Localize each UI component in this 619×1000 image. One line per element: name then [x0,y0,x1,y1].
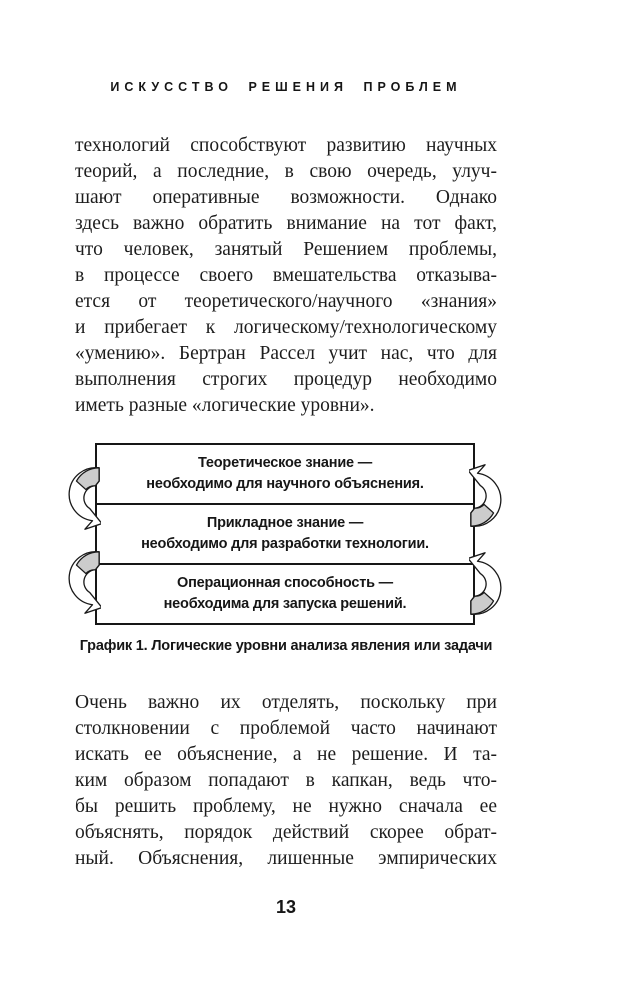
paragraph-line: что человек, занятый Решением проблемы, [75,239,497,260]
cycle-arrow-icon [469,542,503,624]
figure-box [95,443,475,625]
paragraph-line: ким образом попадают в капкан, ведь что- [75,770,497,791]
paragraph-line: шают оперативные возможности. Однако [75,187,497,208]
paragraph-line: технологий способствуют развитию научных [75,135,497,156]
paragraph-line: здесь важно обратить внимание на тот факт, [75,213,497,234]
paragraph-line: иметь разные «логические уровни». [75,395,375,416]
level-subtitle: необходима для запуска решений. [163,596,407,612]
paragraph-line: объяснять, порядок действий скорее обрат- [75,822,497,843]
paragraph-line: выполнения строгих процедур необходимо [75,369,497,390]
level-title: Прикладное знание — [206,515,364,531]
paragraph-line: теорий, а последние, в свою очередь, улуч- [75,161,497,182]
paragraph-line: столкновении с проблемой часто начинают [75,718,497,739]
paragraph-line: искать ее объяснение, а не решение. И та- [75,744,497,765]
cycle-arrow-icon [469,454,503,536]
chapter-header: ИСКУССТВО РЕШЕНИЯ ПРОБЛЕМ [110,80,462,94]
figure-caption: График 1. Логические уровни анализа явления или задачи [79,638,493,654]
level-row-operational [97,565,473,623]
level-title: Операционная способность — [177,575,393,591]
logical-levels-figure [75,443,497,625]
paragraph-line: Очень важно их отделять, поскольку при [75,692,497,713]
paragraph-line: в процессе своего вмешательства отказыва- [75,265,497,286]
level-row-applied [97,505,473,565]
level-row-theoretical [97,445,473,505]
level-title: Теоретическое знание — [197,455,373,471]
body-paragraph-1 [75,133,497,419]
cycle-arrow-icon [67,458,101,540]
paragraph-line: бы решить проблему, не нужно сначала ее [75,796,497,817]
level-subtitle: необходимо для научного объяснения. [146,476,424,492]
body-paragraph-2 [75,690,497,872]
paragraph-line: и прибегает к логическому/технологическому [75,317,497,338]
level-subtitle: необходимо для разработки технологии. [141,536,429,552]
paragraph-line: ется от теоретического/научного «знания» [75,291,497,312]
page-number: 13 [275,897,297,917]
paragraph-line: ный. Объяснения, лишенные эмпирических [75,848,497,869]
cycle-arrow-icon [67,542,101,624]
paragraph-line: «умению». Бертран Рассел учит нас, что для [75,343,497,364]
